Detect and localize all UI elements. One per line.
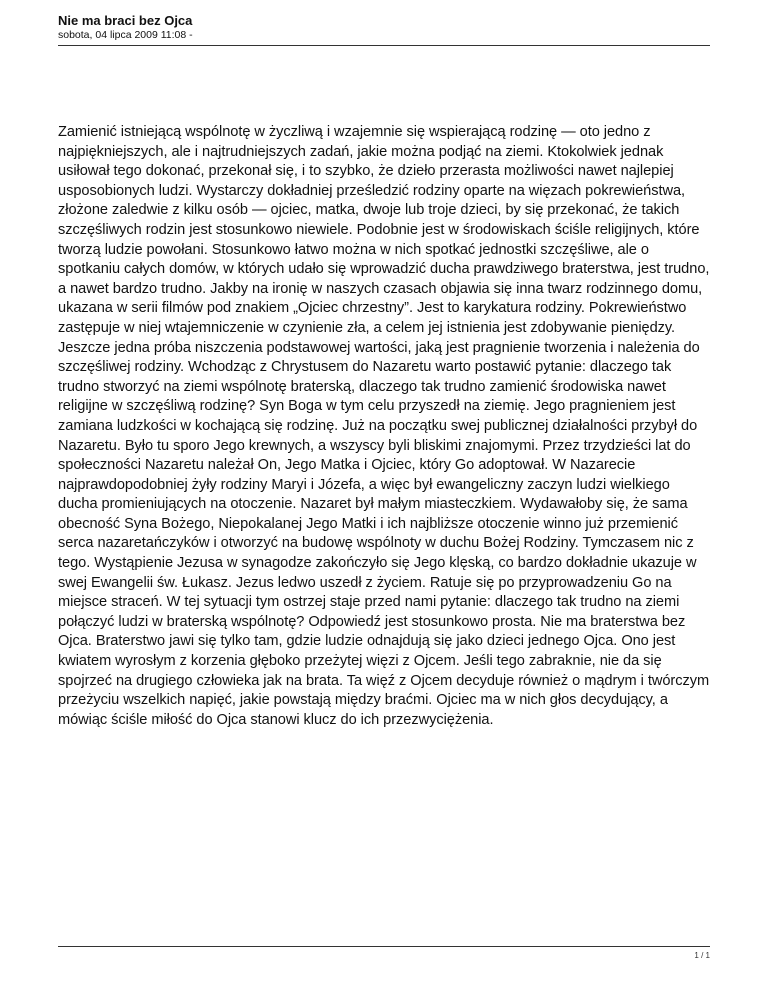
document-title: Nie ma braci bez Ojca xyxy=(58,13,193,28)
document-date: sobota, 04 lipca 2009 11:08 - xyxy=(58,29,193,41)
footer-divider xyxy=(58,946,710,947)
page-number: 1 / 1 xyxy=(694,951,710,960)
document-header xyxy=(58,13,710,46)
article-body: Zamienić istniejącą wspólnotę w życzliwą i wzajemnie się wspierającą rodzinę — oto jedno z najpiękniejszych, ale i najtrudniejszych zadań, jakie można podjąć na ziemi. Ktokolwiek jednak usiłował tego dokonać, przekonał się, i to szybko, że dzieło przerasta możliwości nawet najlepiej usposobionych ludzi. Wystarczy dokładniej prześledzić rodziny oparte na więzach pokrewieństwa, złożone zaledwie z kilku osób — ojciec, matka, dwoje lub troje dzieci, by się przekonać, że takich szczęśliwych rodzin jest stosunkowo niewiele. Podobnie jest w środowiskach ściśle religijnych, które tworzą ludzie powołani. Stosunkowo łatwo można w nich spotkać jednostki szczęśliwe, ale o spotkaniu całych domów, w których udało się wprowadzić ducha prawdziwego braterstwa, jest trudno, a nawet bardzo trudno. Jakby na ironię w naszych czasach objawia się inna twarz rodzinnego domu, ukazana w serii filmów pod znakiem „Ojciec chrzestny”. Jest to karykatura rodziny. Pokrewieństwo zastępuje w niej wtajemniczenie w czynienie zła, a celem jej istnienia jest zdobywanie pieniędzy. Jeszcze jedna próba niszczenia podstawowej wartości, jaką jest pragnienie tworzenia i należenia do szczęśliwej rodziny. Wchodząc z Chrystusem do Nazaretu warto postawić pytanie: dlaczego tak trudno stworzyć na ziemi wspólnotę braterską, dlaczego tak trudno zamienić środowiska nawet religijne w szczęśliwą rodzinę? Syn Boga w tym celu przyszedł na ziemię. Jego pragnieniem jest zamiana ludzkości w kochającą się rodzinę. Już na początku swej publicznej działalności przybył do Nazaretu. Było tu sporo Jego krewnych, a wszyscy byli bliskimi znajomymi. Przez trzydzieści lat do społeczności Nazaretu należał On, Jego Matka i Ojciec, który Go adoptował. W Nazarecie najprawdopodobniej żyły rodziny Maryi i Józefa, a więc był ewangeliczny zaczyn ludzi wielkiego ducha promieniujących na otoczenie. Nazaret był małym miasteczkiem. Wydawałoby się, że sama obecność Syna Bożego, Niepokalanej Jego Matki i ich najbliższe otoczenie winno już przemienić serca nazaretańczyków i otworzyć na budowę wspólnoty w duchu Bożej Rodziny. Tymczasem nic z tego. Wystąpienie Jezusa w synagodze zakończyło się Jego klęską, co bardzo dokładnie ukazuje w swej Ewangelii św. Łukasz. Jezus ledwo uszedł z życiem. Ratuje się po przyprowadzeniu Go na miejsce straceń. W tej sytuacji tym ostrzej staje przed nami pytanie: dlaczego tak trudno na ziemi połączyć ludzi w braterską wspólnotę? Odpowiedź jest stosunkowo prosta. Nie ma braterstwa bez Ojca. Braterstwo jawi się tylko tam, gdzie ludzie odnajdują się jako dzieci jednego Ojca. Ono jest kwiatem wyrosłym z korzenia głęboko przeżytej więzi z Ojcem. Jeśli tego zabraknie, nie da się spojrzeć na drugiego człowieka jak na brata. Ta więź z Ojcem decyduje również o mądrym i twórczym przeżyciu wszelkich napięć, jakie powstają między braćmi. Ojciec ma w nich głos decydujący, a mówiąc ściśle miłość do Ojca stanowi klucz do ich przezwyciężenia. xyxy=(58,124,710,728)
